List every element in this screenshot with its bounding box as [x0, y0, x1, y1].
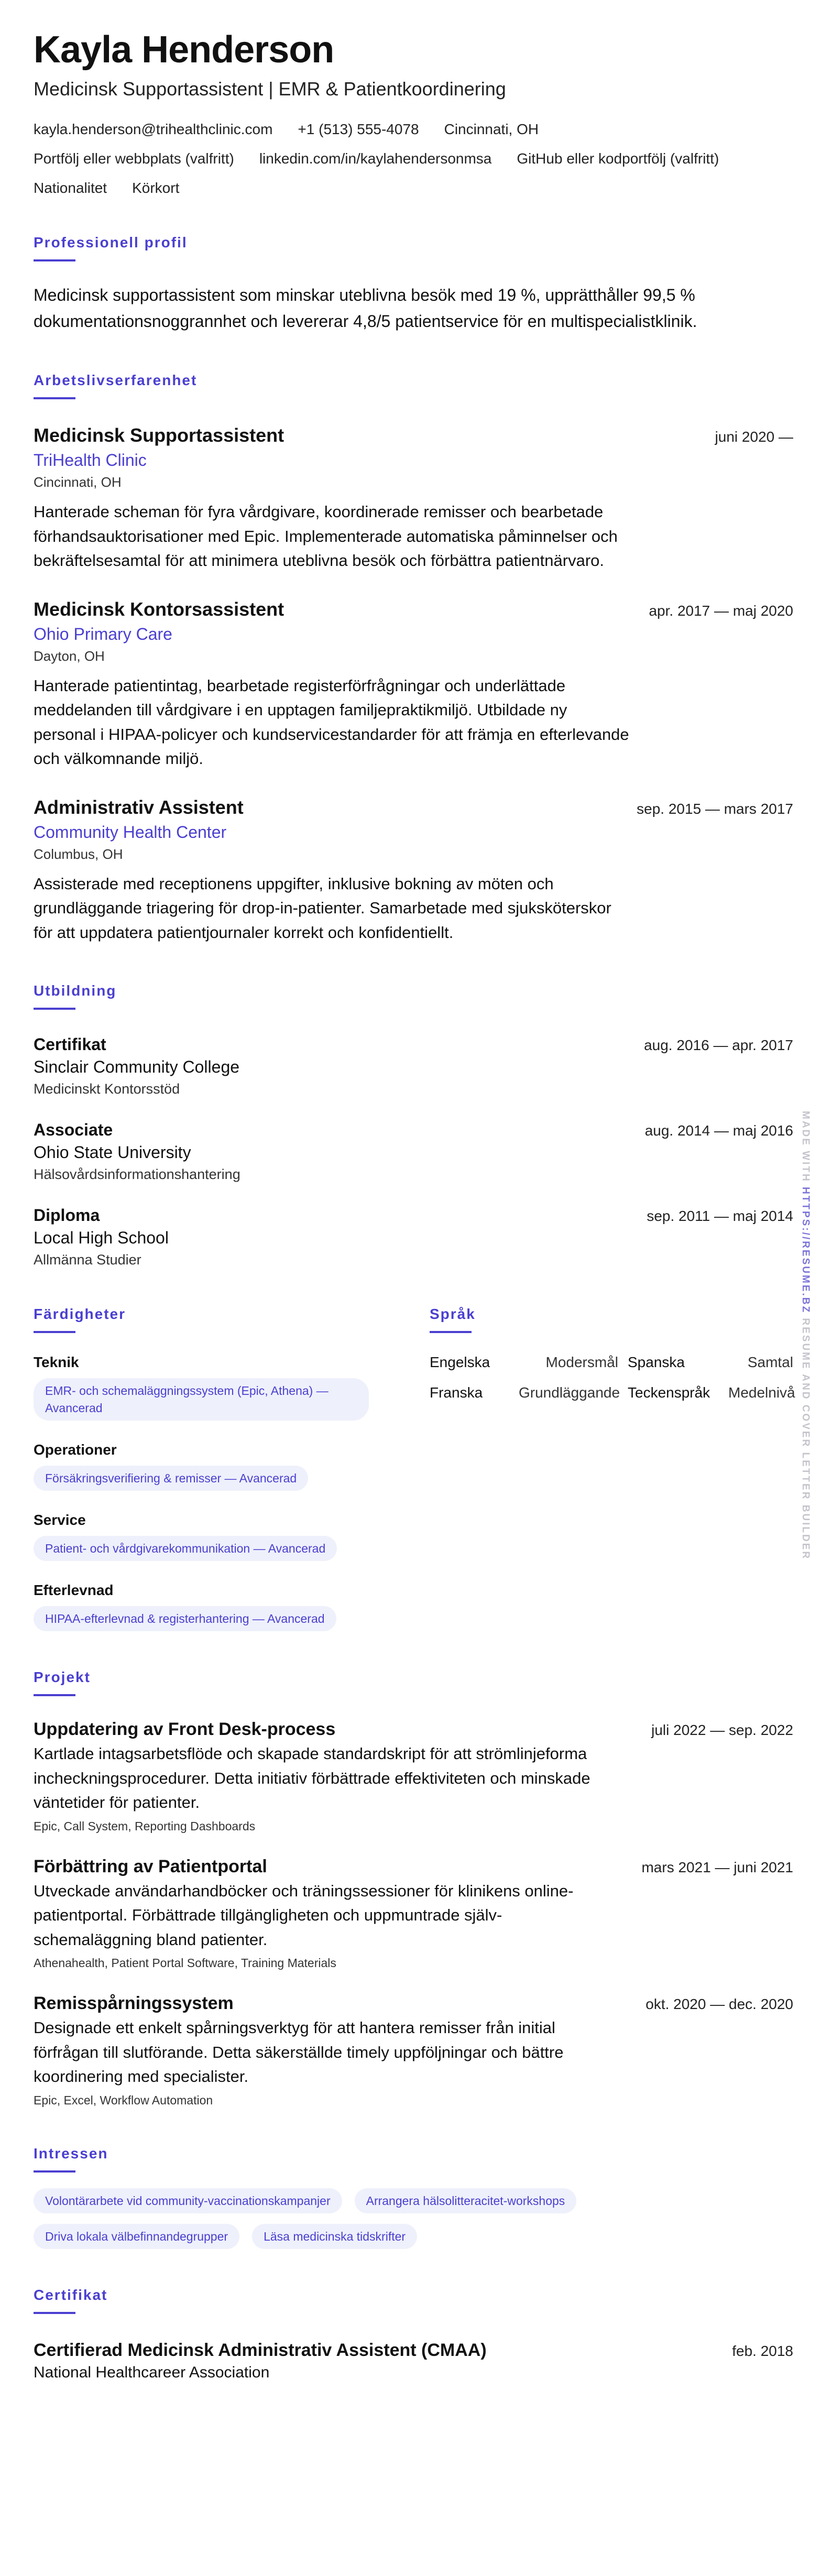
project-tech: Athenahealth, Patient Portal Software, Training Materials	[34, 1956, 336, 1970]
section-title: Projekt	[34, 1669, 91, 1686]
job-date: juni 2020 —	[715, 429, 793, 445]
project-description: Kartlade intagsarbetsflöde och skapade standardskript för att strömlinjeforma incheckningsprocedurer. Detta initiativ förbättrade effektiviteten och minskade väntetider för patienter.	[34, 1744, 590, 1812]
section-divider	[34, 2170, 75, 2173]
education-date: aug. 2014 — maj 2016	[644, 1122, 793, 1139]
education-degree: Diploma	[34, 1206, 100, 1225]
builder-watermark	[800, 1111, 811, 1560]
contact-row-1	[34, 121, 793, 138]
education-field: Hälsovårdsinformationshantering	[34, 1166, 240, 1183]
languages-grid	[430, 1354, 793, 1401]
language-level: Grundläggande	[519, 1384, 620, 1401]
job-description: Hanterade patientintag, bearbetade registerförfrågningar och underlättade meddelanden till vårdgivare i en upptagen familjepraktikmiljö. Utbildade ny personal i HIPAA-policyer och kundservicestandarder för att främja en efterlevande och välkomnande miljö.	[34, 676, 629, 768]
job-date: apr. 2017 — maj 2020	[649, 602, 793, 619]
skill-group	[34, 1442, 430, 1491]
projects-section	[34, 1669, 793, 2108]
project-name: Uppdatering av Front Desk-process	[34, 1719, 336, 1740]
education-field: Medicinskt Kontorsstöd	[34, 1081, 180, 1097]
project-tech: Epic, Call System, Reporting Dashboards	[34, 1819, 256, 1833]
project-name: Remisspårningssystem	[34, 1993, 234, 2014]
certificate-entry	[34, 2340, 793, 2382]
job-employer: TriHealth Clinic	[34, 451, 147, 470]
resume-content	[34, 29, 793, 2382]
skill-tag: EMR- och schemaläggningssystem (Epic, Athena) — Avancerad	[34, 1378, 369, 1420]
skills-languages-row	[34, 1306, 793, 1631]
interest-tags	[34, 2188, 662, 2249]
skill-tag: HIPAA-efterlevnad & registerhantering — Avancerad	[34, 1606, 336, 1631]
interests-section	[34, 2145, 793, 2249]
job-description: Assisterade med receptionens uppgifter, inklusive bokning av möten och grundläggande triagering för drop-in-patienter. Samarbetade med sjuksköterskor för att uppdatera patientjournaler korrekt och konfidentiellt.	[34, 874, 611, 942]
interest-tag: Arrangera hälsolitteracitet-workshops	[355, 2188, 577, 2213]
section-divider	[34, 259, 75, 261]
project-date: mars 2021 — juni 2021	[641, 1859, 793, 1875]
language-level: Medelnivå	[728, 1384, 795, 1401]
watermark-prefix: MADE WITH	[800, 1111, 811, 1187]
skill-category: Operationer	[34, 1441, 117, 1458]
section-divider	[34, 1331, 75, 1333]
profile-text: Medicinsk supportassistent som minskar uteblivna besök med 19 %, upprätthåller 99,5 % dokumentationsnoggrannhet och levererar 4,8/5 patientservice för en multispecialistklinik.	[34, 286, 697, 331]
project-date: juli 2022 — sep. 2022	[651, 1722, 793, 1739]
experience-entry	[34, 796, 793, 945]
section-divider	[430, 1331, 472, 1333]
skill-group	[34, 1354, 430, 1420]
languages-section	[430, 1306, 793, 1631]
contact-nationality: Nationalitet	[34, 180, 107, 197]
skill-category: Efterlevnad	[34, 1582, 114, 1599]
education-degree: Certifikat	[34, 1035, 106, 1054]
certificate-name: Certifierad Medicinsk Administrativ Assistent (CMAA)	[34, 2340, 487, 2361]
project-entry	[34, 1719, 793, 1833]
job-location: Dayton, OH	[34, 648, 105, 664]
education-date: aug. 2016 — apr. 2017	[644, 1037, 793, 1054]
contact-portfolio[interactable]: Portfölj eller webbplats (valfritt)	[34, 150, 234, 167]
contact-license: Körkort	[132, 180, 180, 197]
section-divider	[34, 397, 75, 399]
project-description: Designade ett enkelt spårningsverktyg för att hantera remisser från initial förfrågan till slutförande. Detta säkerställde timely uppföljningar och bättre koordinering med specialister.	[34, 2018, 564, 2086]
section-divider	[34, 1694, 75, 1696]
certificate-issuer: National Healthcareer Association	[34, 2364, 270, 2382]
contact-phone[interactable]: +1 (513) 555-4078	[298, 121, 419, 138]
section-divider	[34, 1008, 75, 1010]
section-title: Utbildning	[34, 983, 117, 999]
certificate-date: feb. 2018	[732, 2343, 793, 2360]
section-title: Språk	[430, 1306, 476, 1323]
job-title: Medicinsk Supportassistent	[34, 424, 284, 446]
section-title: Intressen	[34, 2145, 108, 2162]
contact-location: Cincinnati, OH	[444, 121, 539, 138]
education-degree: Associate	[34, 1120, 113, 1140]
skill-tag: Försäkringsverifiering & remisser — Avancerad	[34, 1466, 308, 1491]
experience-entry	[34, 598, 793, 771]
project-date: okt. 2020 — dec. 2020	[645, 1996, 793, 2013]
skill-group	[34, 1512, 430, 1561]
section-title: Färdigheter	[34, 1306, 126, 1323]
contact-email[interactable]: kayla.henderson@trihealthclinic.com	[34, 121, 273, 138]
language-level: Modersmål	[545, 1354, 618, 1371]
education-section	[34, 983, 793, 1268]
project-description: Utveckade användarhandböcker och träningssessioner för klinikens online-patientportal. Förbättrade tillgängligheten och uppmuntrade själv-schemaläggning bland patienter.	[34, 1881, 574, 1949]
job-title: Medicinsk Kontorsassistent	[34, 598, 284, 620]
contact-linkedin[interactable]: linkedin.com/in/kaylahendersonmsa	[259, 150, 492, 167]
contact-row-2	[34, 150, 793, 167]
contact-github[interactable]: GitHub eller kodportfölj (valfritt)	[517, 150, 719, 167]
profile-section	[34, 234, 793, 334]
section-divider	[34, 2312, 75, 2314]
candidate-name: Kayla Henderson	[34, 29, 334, 71]
education-school: Ohio State University	[34, 1143, 191, 1162]
project-tech: Epic, Excel, Workflow Automation	[34, 2093, 213, 2107]
interest-tag: Driva lokala välbefinnandegrupper	[34, 2224, 239, 2249]
skill-category: Service	[34, 1511, 86, 1528]
project-name: Förbättring av Patientportal	[34, 1856, 267, 1876]
education-school: Local High School	[34, 1228, 169, 1248]
project-entry	[34, 1857, 793, 1971]
candidate-subtitle: Medicinsk Supportassistent | EMR & Patientkoordinering	[34, 78, 506, 100]
watermark-suffix: RESUME AND COVER LETTER BUILDER	[800, 1314, 811, 1560]
language-name: Spanska	[628, 1354, 685, 1371]
certificates-section	[34, 2287, 793, 2382]
language-name: Engelska	[430, 1354, 490, 1371]
language-level: Samtal	[747, 1354, 793, 1371]
job-employer: Community Health Center	[34, 822, 227, 842]
interest-tag: Volontärarbete vid community-vaccinationskampanjer	[34, 2188, 342, 2213]
job-description: Hanterade scheman för fyra vårdgivare, koordinerade remisser och bearbetade förhandsauktorisationer med Epic. Implementerade automatiska påminnelser och bekräftelsesamtal för att minimera uteblivna besök och förbättra patientnärvaro.	[34, 503, 618, 570]
job-location: Cincinnati, OH	[34, 474, 122, 490]
skill-group	[34, 1582, 430, 1631]
education-date: sep. 2011 — maj 2014	[647, 1208, 793, 1225]
language-name: Franska	[430, 1384, 483, 1401]
job-employer: Ohio Primary Care	[34, 624, 172, 643]
job-title: Administrativ Assistent	[34, 796, 244, 818]
experience-section	[34, 372, 793, 945]
education-entry	[34, 1206, 793, 1268]
section-title: Professionell profil	[34, 234, 188, 251]
project-entry	[34, 1993, 793, 2108]
experience-entry	[34, 424, 793, 573]
watermark-link[interactable]: HTTPS://RESUME.BZ	[800, 1187, 811, 1314]
job-date: sep. 2015 — mars 2017	[637, 800, 793, 817]
education-school: Sinclair Community College	[34, 1057, 240, 1077]
interest-tag: Läsa medicinska tidskrifter	[252, 2224, 417, 2249]
contact-row-3	[34, 180, 793, 197]
skill-tag: Patient- och vårdgivarekommunikation — Avancerad	[34, 1536, 337, 1561]
skill-category: Teknik	[34, 1354, 79, 1371]
education-entry	[34, 1035, 793, 1097]
skills-section	[34, 1306, 430, 1631]
language-name: Teckenspråk	[628, 1384, 710, 1401]
section-title: Certifikat	[34, 2287, 108, 2304]
education-field: Allmänna Studier	[34, 1252, 141, 1268]
job-location: Columbus, OH	[34, 846, 123, 862]
education-entry	[34, 1120, 793, 1183]
section-title: Arbetslivserfarenhet	[34, 372, 198, 389]
